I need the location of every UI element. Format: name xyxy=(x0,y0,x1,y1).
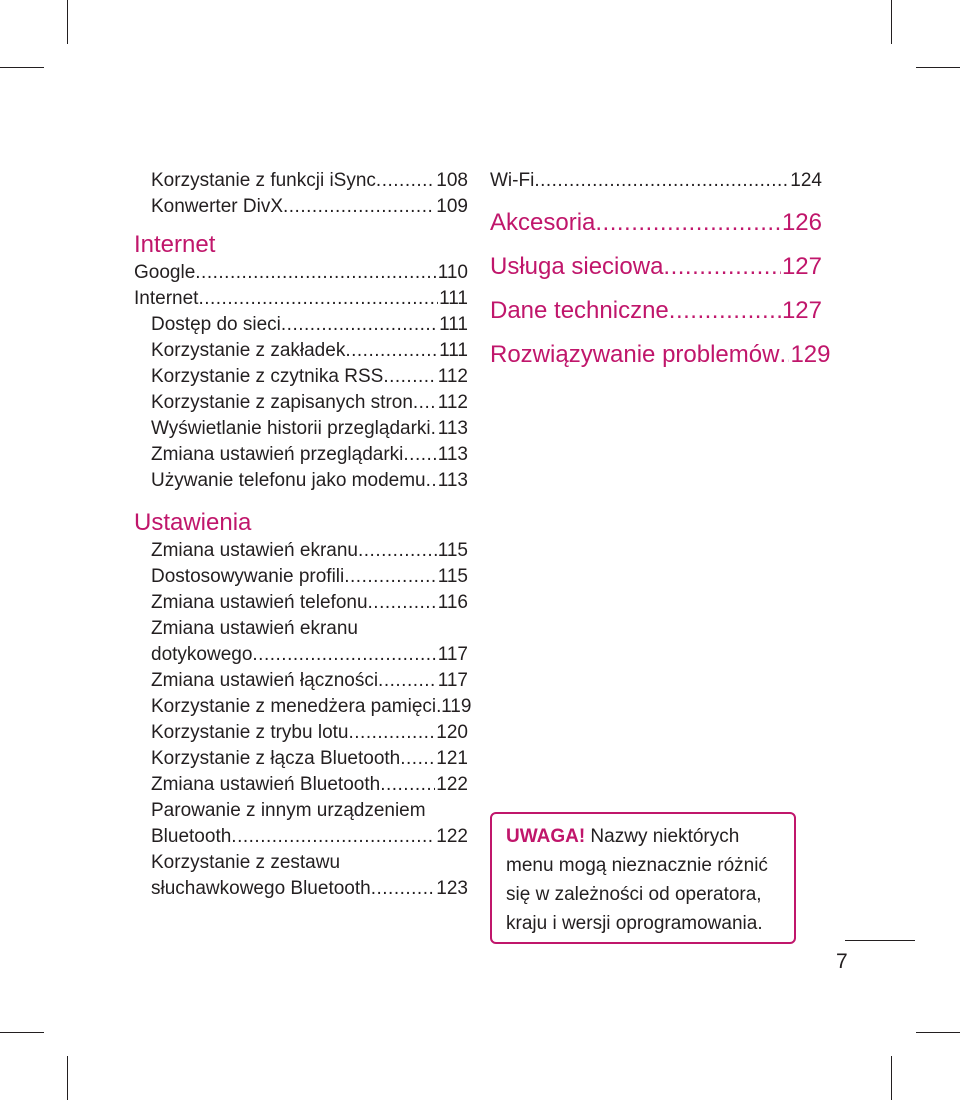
toc-entry[interactable]: Internet ..... 111 xyxy=(134,286,468,312)
toc-entry[interactable]: Korzystanie z zapisanych stron ..... 112 xyxy=(134,390,468,416)
toc-left-column xyxy=(134,168,472,902)
toc-entry[interactable]: Konwerter DivX ..... 109 xyxy=(134,194,468,220)
crop-mark xyxy=(0,67,44,68)
note-label: UWAGA! xyxy=(506,826,586,847)
toc-entry[interactable]: Zmiana ustawień Bluetooth ..... 122 xyxy=(134,772,468,798)
crop-mark xyxy=(67,0,68,44)
toc-entry[interactable]: Zmiana ustawień łączności ..... 117 xyxy=(134,668,468,694)
toc-entry[interactable]: Bluetooth ..... 122 xyxy=(134,824,468,850)
crop-mark xyxy=(916,1032,960,1033)
toc-entry[interactable]: słuchawkowego Bluetooth ..... 123 xyxy=(134,876,468,902)
toc-right-column xyxy=(490,168,831,370)
toc-entry[interactable]: Korzystanie z trybu lotu ..... 120 xyxy=(134,720,468,746)
toc-entry[interactable]: Korzystanie z funkcji iSync ..... 108 xyxy=(134,168,468,194)
toc-entry[interactable]: Korzystanie z czytnika RSS ..... 112 xyxy=(134,364,468,390)
toc-entry-line[interactable]: Korzystanie z zestawu xyxy=(151,852,341,873)
note-box xyxy=(490,812,796,944)
toc-entry-line[interactable]: Zmiana ustawień ekranu xyxy=(151,618,358,639)
section-heading-settings: Ustawienia xyxy=(134,509,252,536)
crop-mark xyxy=(916,67,960,68)
toc-entry[interactable]: Korzystanie z zakładek ..... 111 xyxy=(134,338,468,364)
toc-entry[interactable]: dotykowego ..... 117 xyxy=(134,642,468,668)
toc-entry-line[interactable]: Parowanie z innym urządzeniem xyxy=(151,800,426,821)
toc-section-entry[interactable]: Dane techniczne ..... 127 xyxy=(490,296,822,326)
toc-section-entry[interactable]: Rozwiązywanie problemów ..... 129 xyxy=(490,340,822,370)
toc-entry[interactable]: Korzystanie z menedżera pamięci ..... 119 xyxy=(134,694,468,720)
toc-entry[interactable]: Wi-Fi ..... 124 xyxy=(490,168,822,194)
page-number-rule xyxy=(845,940,915,941)
toc-entry[interactable]: Wyświetlanie historii przeglądarki ..... 113 xyxy=(134,416,468,442)
toc-entry[interactable]: Dostęp do sieci ..... 111 xyxy=(134,312,468,338)
section-heading-internet: Internet xyxy=(134,231,216,258)
crop-mark xyxy=(891,0,892,44)
toc-entry[interactable]: Google ..... 110 xyxy=(134,260,468,286)
toc-entry[interactable]: Zmiana ustawień przeglądarki ..... 113 xyxy=(134,442,468,468)
toc-entry[interactable]: Używanie telefonu jako modemu ..... 113 xyxy=(134,468,468,494)
toc-entry[interactable]: Korzystanie z łącza Bluetooth ..... 121 xyxy=(134,746,468,772)
toc-section-entry[interactable]: Usługa sieciowa ..... 127 xyxy=(490,252,822,282)
toc-entry[interactable]: Zmiana ustawień telefonu ..... 116 xyxy=(134,590,468,616)
toc-section-entry[interactable]: Akcesoria ..... 126 xyxy=(490,208,822,238)
crop-mark xyxy=(891,1056,892,1100)
toc-entry[interactable]: Dostosowywanie profili ..... 115 xyxy=(134,564,468,590)
crop-mark xyxy=(67,1056,68,1100)
crop-mark xyxy=(0,1032,44,1033)
note-text: Nazwy niektórych menu mogą nieznacznie różnić się w zależności od operatora, kraju i wersji oprogramowania. xyxy=(506,826,768,934)
page-number: 7 xyxy=(836,950,848,973)
toc-entry[interactable]: Zmiana ustawień ekranu ..... 115 xyxy=(134,538,468,564)
